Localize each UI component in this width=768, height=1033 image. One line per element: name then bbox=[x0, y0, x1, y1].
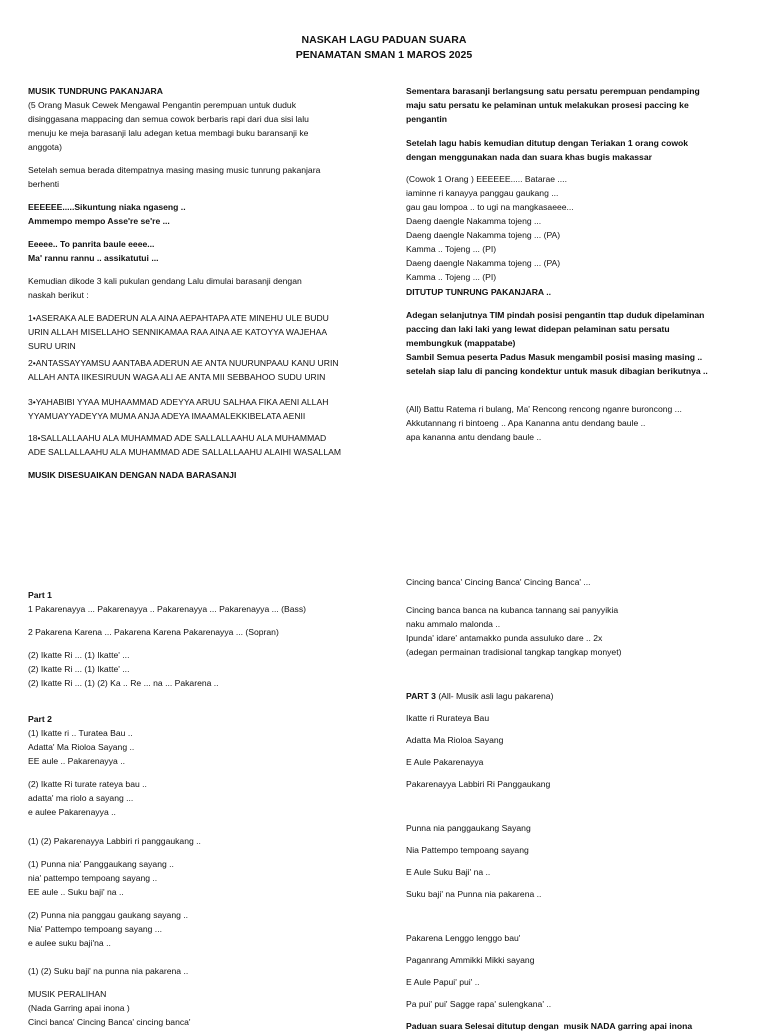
upper-right-line: (Cowok 1 Orang ) EEEEEE..... Batarae .... bbox=[406, 174, 567, 184]
upper-right-line: Daeng daengle Nakamma tojeng ... (PA) bbox=[406, 230, 561, 240]
lower-left-line: MUSIK PERALIHAN bbox=[28, 989, 107, 999]
lower-left-line: Nia' Pattempo tempoang sayang ... bbox=[28, 924, 162, 934]
lower-left-line: (Nada Garring apai inona ) bbox=[28, 1003, 130, 1013]
upper-left-line: 1•ASERAKA ALE BADERUN ALA AINA AEPAHTAPA ATE MINEHU ULE BUDU bbox=[28, 313, 329, 323]
lower-left-line: (2) Ikatte Ri ... (1) Ikatte' ... bbox=[28, 650, 130, 660]
upper-left-line: ADE SALLALLAAHU ALA MUHAMMAD ADE SALLALLAAHU ALAIHI WASALLAM bbox=[28, 447, 341, 457]
lower-right-line: Nia Pattempo tempoang sayang bbox=[406, 845, 529, 855]
upper-left-line: 2•ANTASSAYYAMSU AANTABA ADERUN AE ANTA NUURUNPAAU KANU URIN bbox=[28, 358, 339, 368]
upper-left-line: Ma' rannu rannu .. assikatutui ... bbox=[28, 253, 159, 263]
upper-right-line: Daeng daengle Nakamma tojeng ... bbox=[406, 216, 542, 226]
lower-left-line: Part 2 bbox=[28, 714, 52, 724]
upper-right-line: dengan menggunakan nada dan suara khas bugis makassar bbox=[406, 152, 652, 162]
upper-right-line: pengantin bbox=[406, 114, 448, 124]
lower-right-line: (adegan permainan tradisional tangkap tangkap monyet) bbox=[406, 647, 622, 657]
upper-right-line: Setelah lagu habis kemudian ditutup dengan Teriakan 1 orang cowok bbox=[406, 138, 689, 148]
upper-right-line: maju satu persatu ke pelaminan untuk melakukan prosesi paccing ke bbox=[406, 100, 689, 110]
lower-left-line: EE aule .. Pakarenayya .. bbox=[28, 756, 125, 766]
upper-right-line: Kamma .. Tojeng ... (PI) bbox=[406, 272, 497, 282]
lower-left-line: e aulee suku baji'na .. bbox=[28, 938, 111, 948]
lower-right-line: PART 3 (All- Musik asli lagu pakarena) bbox=[406, 691, 554, 701]
upper-left-line: MUSIK DISESUAIKAN DENGAN NADA BARASANJI bbox=[28, 470, 237, 480]
lower-right-line: Suku baji' na Punna nia pakarena .. bbox=[406, 889, 542, 899]
lower-right-line: Ipunda' idare' antamakko punda assuluko dare .. 2x bbox=[406, 633, 603, 643]
upper-left-line: Kemudian dikode 3 kali pukulan gendang Lalu dimulai barasanji dengan bbox=[28, 276, 302, 286]
lower-right-line: Cincing banca' Cincing Banca' Cincing Banca' ... bbox=[406, 577, 591, 587]
upper-left-line: URIN ALLAH MISELLAHO SENNIKAMAA RAA AINA AE KATOYYA WAJEHAA bbox=[28, 327, 328, 337]
upper-right-line: Sementara barasanji berlangsung satu persatu perempuan pendamping bbox=[406, 86, 700, 96]
upper-left-line: 3•YAHABIBI YYAA MUHAAMMAD ADEYYA ARUU SALHAA FIKA AENI ALLAH bbox=[28, 397, 329, 407]
lower-right-line: Ikatte ri Rurateya Bau bbox=[406, 713, 490, 723]
lower-left-line: (2) Ikatte Ri ... (1) (2) Ka .. Re ... na ... Pakarena .. bbox=[28, 678, 219, 688]
upper-left-line: menuju ke meja barasanji lalu adegan ketua membagi buku baransanji ke bbox=[28, 128, 309, 138]
upper-left-line: disinggasana mappacing dan semua cowok berbaris rapi dari dua sisi lalu bbox=[28, 114, 309, 124]
upper-right-line: Daeng daengle Nakamma tojeng ... (PA) bbox=[406, 258, 561, 268]
upper-left-line: naskah berikut : bbox=[28, 290, 89, 300]
upper-left-line: ALLAH ANTA IIKESIRUUN WAGA ALI AE ANTA MII SEBBAHOO SUDU URIN bbox=[28, 372, 326, 382]
upper-left-line: 18•SALLALLAAHU ALA MUHAMMAD ADE SALLALLAAHU ALA MUHAMMAD bbox=[28, 433, 327, 443]
upper-right-line: Adegan selanjutnya TIM pindah posisi pengantin ttap duduk dipelaminan bbox=[406, 310, 705, 320]
document-title: NASKAH LAGU PADUAN SUARA bbox=[301, 34, 467, 46]
lower-right-line: Cincing banca banca na kubanca tannang sai panyyikia bbox=[406, 605, 619, 615]
upper-right-line: setelah siap lalu di pancing kondektur untuk masuk dibagian berikutnya .. bbox=[406, 366, 708, 376]
upper-left-line: Setelah semua berada ditempatnya masing masing music tunrung pakanjara bbox=[28, 165, 321, 175]
upper-left-line: (5 Orang Masuk Cewek Mengawal Pengantin perempuan untuk duduk bbox=[28, 100, 296, 110]
upper-right-line: gau gau lompoa .. to ugi na mangkasaeee... bbox=[406, 202, 574, 212]
upper-left-line: anggota) bbox=[28, 142, 62, 152]
lower-right-line: naku ammalo malonda .. bbox=[406, 619, 501, 629]
lower-left-line: (1) (2) Pakarenayya Labbiri ri panggaukang .. bbox=[28, 836, 201, 846]
lower-left-line: nia' pattempo tempoang sayang .. bbox=[28, 873, 158, 883]
lower-left-line: adatta' ma riolo a sayang ... bbox=[28, 793, 134, 803]
lower-left-line: (2) Ikatte Ri ... (1) Ikatte' ... bbox=[28, 664, 130, 674]
upper-left-line: EEEEEE.....Sikuntung niaka ngaseng .. bbox=[28, 202, 186, 212]
lower-left-line: (2) Ikatte Ri turate rateya bau .. bbox=[28, 779, 147, 789]
document-subtitle: PENAMATAN SMAN 1 MAROS 2025 bbox=[295, 49, 473, 61]
upper-left-line: YYAMUAYYADEYYA MUMA ANJA ADEYA IMAAMALEKKIBELATA AENII bbox=[28, 411, 306, 421]
upper-left-line: berhenti bbox=[28, 179, 60, 189]
upper-left-line: SURU URIN bbox=[28, 341, 76, 351]
lower-right-line: Punna nia panggaukang Sayang bbox=[406, 823, 531, 833]
upper-right-line: Kamma .. Tojeng ... (PI) bbox=[406, 244, 497, 254]
lower-left-line: EE aule .. Suku baji' na .. bbox=[28, 887, 124, 897]
lower-left-line: Cinci banca' Cincing Banca' cincing banca' bbox=[28, 1017, 191, 1027]
lower-left-line: Adatta' Ma Rioloa Sayang .. bbox=[28, 742, 135, 752]
upper-right-line: Sambil Semua peserta Padus Masuk mengambil posisi masing masing .. bbox=[406, 352, 703, 362]
upper-right-line: paccing dan laki laki yang lewat didepan pelaminan satu persatu bbox=[406, 324, 670, 334]
lower-right-line: E Aule Pakarenayya bbox=[406, 757, 484, 767]
lower-right-line: Paduan suara Selesai ditutup dengan musik NADA garring apai inona bbox=[406, 1021, 693, 1031]
lower-left-line: (1) Punna nia' Panggaukang sayang .. bbox=[28, 859, 174, 869]
upper-right-line: DITUTUP TUNRUNG PAKANJARA .. bbox=[406, 287, 551, 297]
lower-right-line: Pakarenayya Labbiri Ri Panggaukang bbox=[406, 779, 551, 789]
lower-right-line: Pakarena Lenggo lenggo bau' bbox=[406, 933, 521, 943]
lower-left-line: (1) Ikatte ri .. Turatea Bau .. bbox=[28, 728, 133, 738]
upper-right-line: iaminne ri kanayya panggau gaukang ... bbox=[406, 188, 559, 198]
lower-left-line: e aulee Pakarenayya .. bbox=[28, 807, 116, 817]
lower-right-line: Adatta Ma Rioloa Sayang bbox=[406, 735, 504, 745]
lower-left-line: (2) Punna nia panggau gaukang sayang .. bbox=[28, 910, 189, 920]
upper-right-line: (All) Battu Ratema ri bulang, Ma' Rencong rencong nganre buroncong ... bbox=[406, 404, 682, 414]
upper-right-line: Akkutannang ri bintoeng .. Apa Kananna antu dendang baule .. bbox=[406, 418, 646, 428]
lower-left-line: (1) (2) Suku baji' na punna nia pakarena .. bbox=[28, 966, 189, 976]
lower-left-line: 1 Pakarenayya ... Pakarenayya .. Pakarenayya ... Pakarenayya ... (Bass) bbox=[28, 604, 307, 614]
lower-right-line: E Aule Suku Baji' na .. bbox=[406, 867, 491, 877]
upper-right-line: membungkuk (mappatabe) bbox=[406, 338, 516, 348]
lower-right-line: Paganrang Ammikki Mikki sayang bbox=[406, 955, 535, 965]
lower-right-line: E Aule Papui' pui' .. bbox=[406, 977, 480, 987]
upper-left-line: Ammempo mempo Asse're se're ... bbox=[28, 216, 170, 226]
lower-left-line: 2 Pakarena Karena ... Pakarena Karena Pakarenayya ... (Sopran) bbox=[28, 627, 279, 637]
upper-left-line: MUSIK TUNDRUNG PAKANJARA bbox=[28, 86, 163, 96]
lower-left-line: Part 1 bbox=[28, 590, 52, 600]
upper-right-line: apa kananna antu dendang baule .. bbox=[406, 432, 542, 442]
upper-left-line: Eeeee.. To panrita baule eeee... bbox=[28, 239, 155, 249]
lower-right-line: Pa pui' pui' Sagge rapa' sulengkana' .. bbox=[406, 999, 552, 1009]
